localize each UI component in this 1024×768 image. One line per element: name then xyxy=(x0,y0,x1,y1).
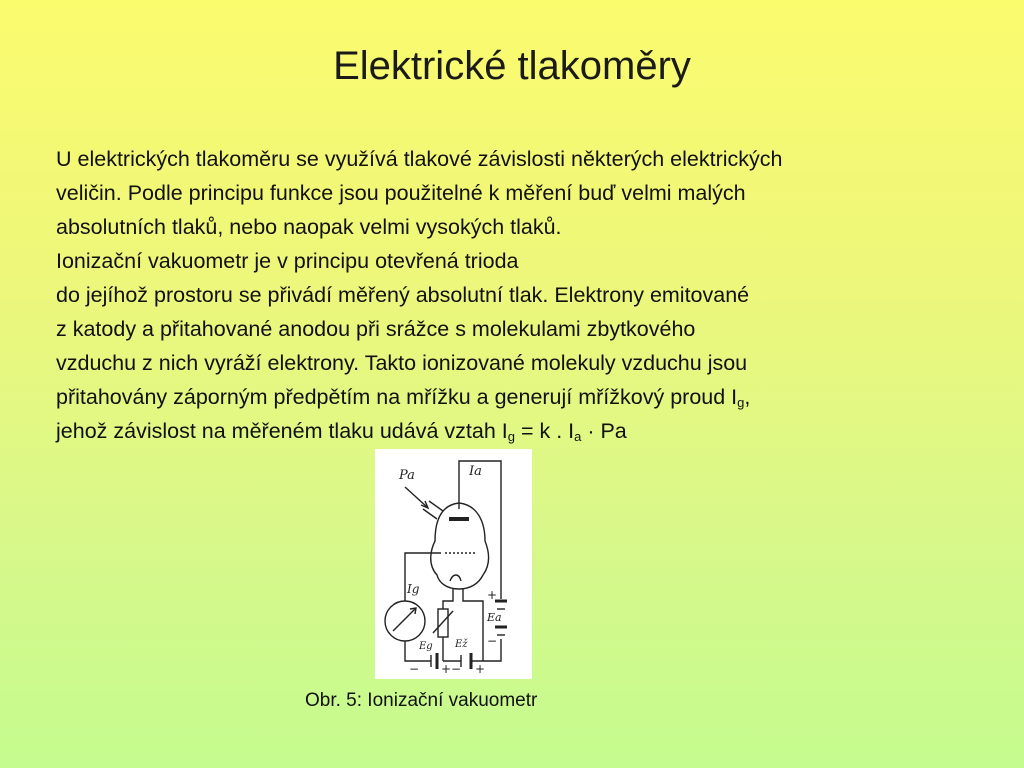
tube-envelope xyxy=(431,503,489,589)
text-run: = k . I xyxy=(514,419,575,443)
paragraph-line: absolutních tlaků, nebo naopak velmi vysokých tlaků. xyxy=(56,215,562,239)
subscript: g xyxy=(507,429,515,444)
polarity-plus: + xyxy=(475,662,486,676)
slide-title: Elektrické tlakoměry xyxy=(333,44,691,88)
ammeter xyxy=(385,601,425,641)
circuit-schematic xyxy=(375,449,532,679)
paragraph-line: do jejíhož prostoru se přivádí měřený absolutní tlak. Elektrony emitované xyxy=(56,283,750,307)
label-pa: Pa xyxy=(399,468,415,483)
pressure-arrow xyxy=(405,487,427,507)
paragraph-line-formula xyxy=(56,414,996,448)
text-run: přitahovány záporným předpětím na mřížku a generují mřížkový proud I xyxy=(56,385,738,409)
polarity-plus: + xyxy=(441,662,452,676)
label-ig: Ig xyxy=(407,582,420,596)
cathode-lead-right xyxy=(463,589,483,661)
paragraph-line: z katody a přitahované anodou při srážce s molekulami zbytkového xyxy=(56,317,696,341)
ionization-gauge-diagram xyxy=(375,449,532,679)
polarity-minus: − xyxy=(409,662,420,676)
label-eg: Eg xyxy=(419,641,433,652)
body-paragraph xyxy=(56,142,996,448)
paragraph-line: veličin. Podle principu funkce jsou použitelné k měření buď velmi malých xyxy=(56,181,746,205)
ammeter-needle xyxy=(393,609,415,631)
rheostat-slider xyxy=(433,611,453,633)
label-ez: Ež xyxy=(455,639,468,650)
paragraph-line: vzduchu z nich vyráží elektrony. Takto ionizované molekuly vzduchu jsou xyxy=(56,351,748,375)
polarity-minus: − xyxy=(451,662,462,676)
cathode-lead-left xyxy=(443,589,453,609)
label-ia: Ia xyxy=(469,464,482,479)
polarity-plus: + xyxy=(487,588,498,602)
paragraph-line: Ionizační vakuometr je v principu otevřená trioda xyxy=(56,249,519,273)
text-run: jehož závislost na měřeném tlaku udává vztah I xyxy=(56,419,508,443)
text-run: · Pa xyxy=(581,419,627,443)
text-run: , xyxy=(744,385,751,409)
paragraph-line-grid-current xyxy=(56,380,996,414)
paragraph-line: U elektrických tlakoměru se využívá tlakové závislosti některých elektrických xyxy=(56,147,783,171)
subscript: g xyxy=(737,395,745,410)
subscript: a xyxy=(574,429,582,444)
figure-caption: Obr. 5: Ionizační vakuometr xyxy=(305,690,538,711)
anode-plate xyxy=(449,517,469,521)
anode-wire xyxy=(459,461,501,599)
label-ea: Ea xyxy=(487,611,502,624)
cathode-filament xyxy=(450,575,461,581)
polarity-minus: − xyxy=(487,634,498,648)
